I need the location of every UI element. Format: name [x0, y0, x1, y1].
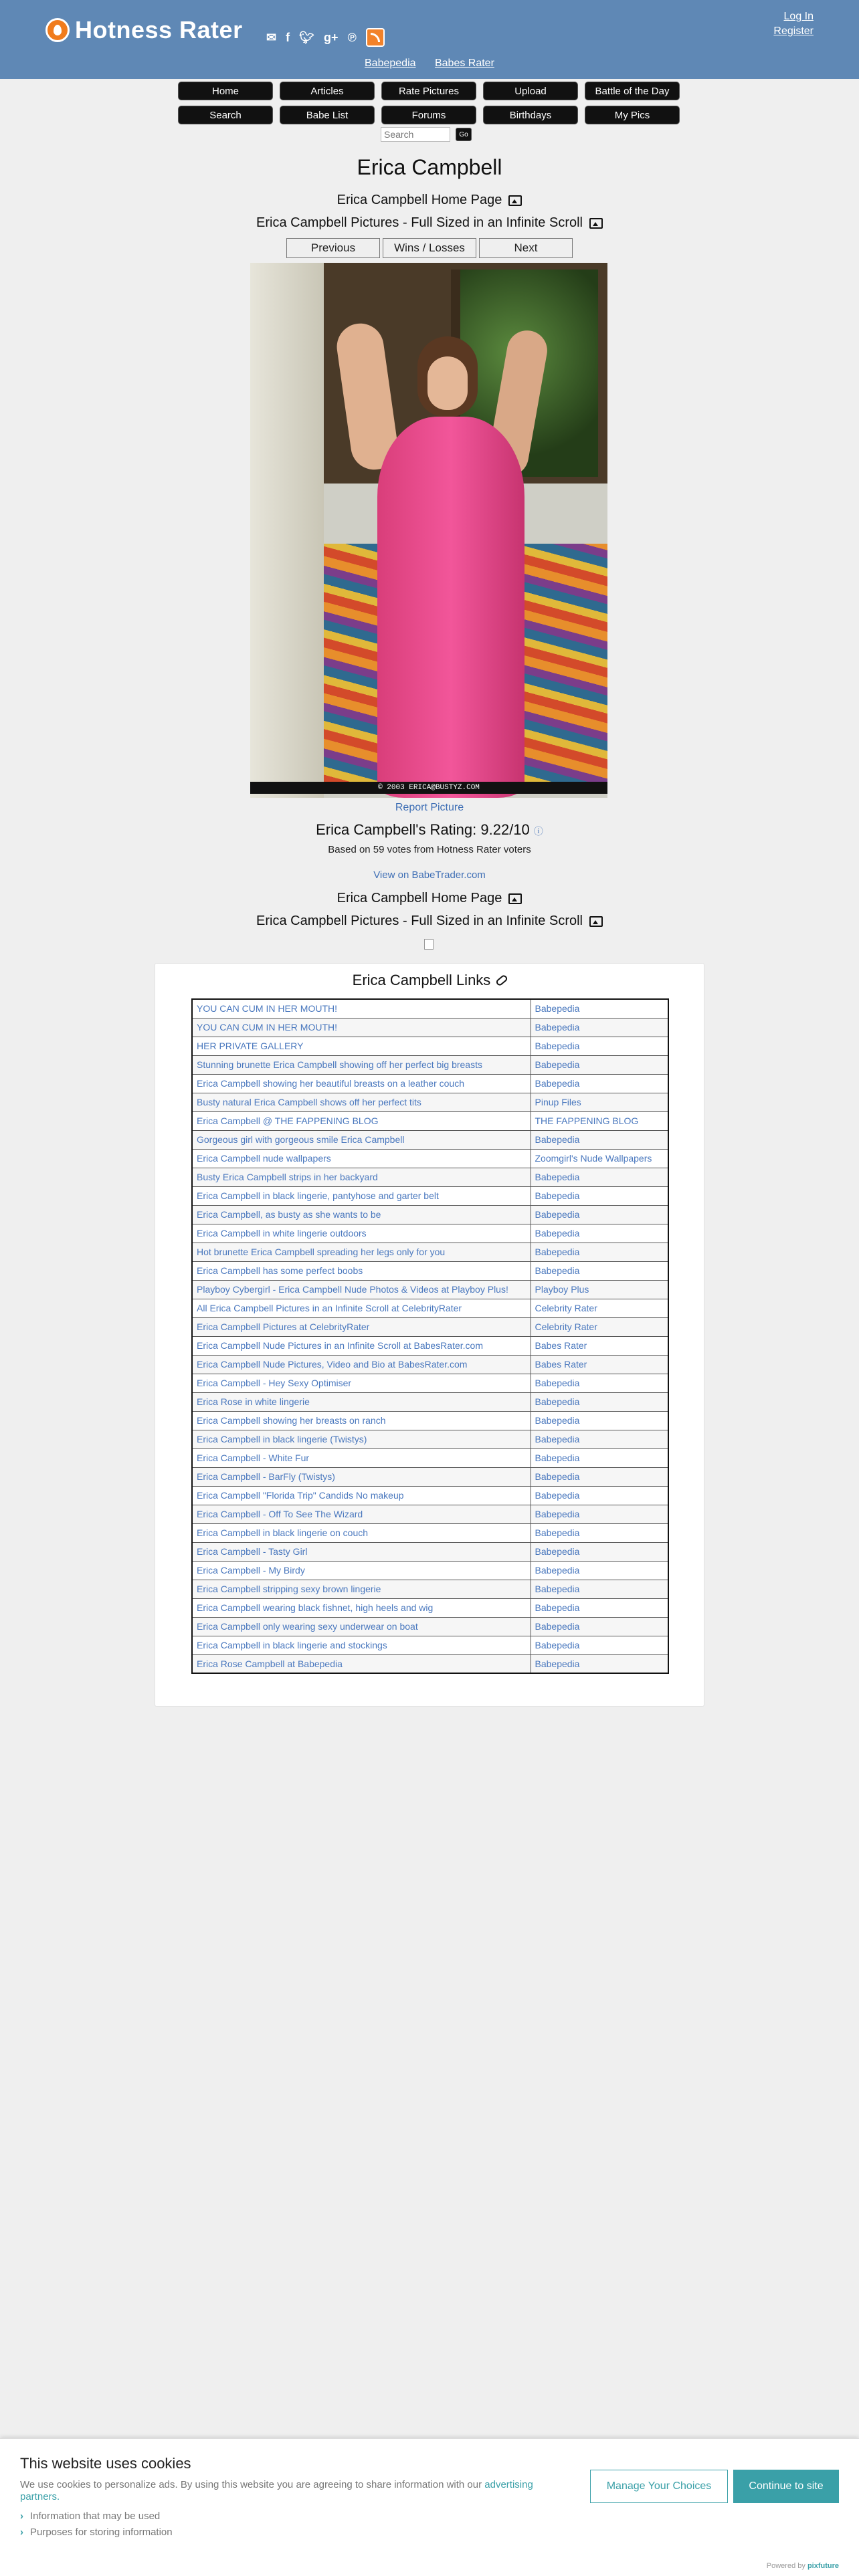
table-row: [192, 1111, 668, 1130]
cookie-text: We use cookies to personalize ads. By using this website you are agreeing to share information with our advertising partners.: [20, 2479, 533, 2502]
facebook-icon[interactable]: f: [286, 30, 290, 44]
google-plus-icon[interactable]: g+: [323, 30, 339, 44]
link-source[interactable]: Zoomgirl's Nude Wallpapers: [535, 1153, 652, 1164]
link-title[interactable]: Stunning brunette Erica Campbell showing off her perfect big breasts: [197, 1059, 482, 1070]
infinite-scroll-link-label: Erica Campbell Pictures - Full Sized in an Infinite Scroll: [256, 215, 583, 230]
link-source[interactable]: Playboy Plus: [535, 1284, 589, 1295]
link-title[interactable]: Busty natural Erica Campbell shows off her perfect tits: [197, 1097, 421, 1107]
link-source[interactable]: Babepedia: [535, 1490, 580, 1501]
link-source[interactable]: Babepedia: [535, 1190, 580, 1201]
link-title[interactable]: Erica Campbell in black lingerie on couch: [197, 1527, 369, 1538]
link-title[interactable]: Erica Campbell - Hey Sexy Optimiser: [197, 1378, 352, 1388]
link-title[interactable]: Erica Rose Campbell at Babepedia: [197, 1658, 343, 1669]
link-source[interactable]: Babepedia: [535, 1415, 580, 1426]
link-title[interactable]: Erica Campbell in white lingerie outdoors: [197, 1228, 367, 1239]
link-title[interactable]: Erica Campbell Nude Pictures in an Infinite Scroll at BabesRater.com: [197, 1340, 483, 1351]
infinite-scroll-link[interactable]: [0, 215, 859, 231]
pixfuture-logo: pixfuture: [807, 2562, 839, 2570]
table-row: [192, 1336, 668, 1355]
table-row: [192, 1074, 668, 1093]
link-source[interactable]: Babepedia: [535, 1059, 580, 1070]
link-title[interactable]: Erica Campbell only wearing sexy underwear on boat: [197, 1621, 418, 1632]
nav-search[interactable]: Search: [178, 106, 273, 124]
link-title[interactable]: Erica Campbell @ THE FAPPENING BLOG: [197, 1115, 379, 1126]
link-title[interactable]: Erica Campbell, as busty as she wants to be: [197, 1209, 381, 1220]
table-row: [192, 1149, 668, 1168]
link-source[interactable]: Babepedia: [535, 1584, 580, 1594]
link-title[interactable]: Erica Campbell showing her beautiful breasts on a leather couch: [197, 1078, 465, 1089]
table-row: [192, 1392, 668, 1411]
link-title[interactable]: Erica Campbell - My Birdy: [197, 1565, 305, 1576]
link-title[interactable]: Erica Campbell - Off To See The Wizard: [197, 1509, 363, 1519]
image-icon: [589, 916, 603, 927]
flame-icon: [45, 18, 70, 42]
link-source[interactable]: Babepedia: [535, 1565, 580, 1576]
nav-articles[interactable]: Articles: [280, 82, 375, 100]
email-icon[interactable]: ✉: [266, 30, 277, 44]
link-source[interactable]: Babepedia: [535, 1640, 580, 1650]
link-source[interactable]: Pinup Files: [535, 1097, 581, 1107]
table-row: [192, 1130, 668, 1149]
cookie-purposes: [20, 2508, 173, 2541]
rss-icon[interactable]: [366, 28, 385, 47]
search-go-button[interactable]: Go: [456, 128, 472, 141]
image-icon: [508, 195, 522, 206]
nav-upload[interactable]: Upload: [483, 82, 578, 100]
table-row: [192, 1505, 668, 1523]
main-photo[interactable]: [250, 263, 607, 798]
link-title[interactable]: Erica Campbell nude wallpapers: [197, 1153, 331, 1164]
link-title[interactable]: Erica Campbell Pictures at CelebrityRater: [197, 1321, 370, 1332]
table-row: [192, 1317, 668, 1336]
link-source[interactable]: Celebrity Rater: [535, 1303, 597, 1313]
link-title[interactable]: Erica Campbell "Florida Trip" Candids No makeup: [197, 1490, 404, 1501]
rating-value: Erica Campbell's Rating: 9.22/10: [316, 821, 530, 838]
table-row: [192, 1261, 668, 1280]
link-icon: [495, 974, 508, 986]
report-picture-link[interactable]: Report Picture: [395, 802, 464, 813]
link-title[interactable]: Erica Campbell showing her breasts on ranch: [197, 1415, 386, 1426]
links-panel: [155, 963, 704, 1707]
table-row: [192, 1617, 668, 1636]
search-input[interactable]: [381, 127, 450, 142]
babepedia-link[interactable]: Babepedia: [365, 58, 416, 69]
previous-button[interactable]: Previous: [286, 238, 380, 258]
link-title[interactable]: Erica Campbell Nude Pictures, Video and Bio at BabesRater.com: [197, 1359, 468, 1370]
site-logo[interactable]: [45, 16, 243, 44]
twitter-icon[interactable]: 🐦︎: [299, 30, 314, 44]
social-icons: [266, 28, 385, 47]
link-source[interactable]: Babepedia: [535, 1471, 580, 1482]
table-row: [192, 1411, 668, 1430]
home-page-link-label: Erica Campbell Home Page: [337, 891, 502, 905]
next-button[interactable]: Next: [479, 238, 573, 258]
logo-text: Hotness Rater: [75, 16, 243, 43]
link-title[interactable]: Busty Erica Campbell strips in her backyard: [197, 1172, 378, 1182]
photo-caption: © 2003 ERICA@BUSTYZ.COM: [250, 782, 607, 794]
link-source[interactable]: Babepedia: [535, 1658, 580, 1669]
link-source[interactable]: Babepedia: [535, 1527, 580, 1538]
advertising-partners-link[interactable]: advertising partners.: [20, 2479, 533, 2502]
broken-image-icon: [424, 939, 434, 950]
table-row: [192, 1486, 668, 1505]
nav-babe-list[interactable]: Babe List: [280, 106, 375, 124]
link-source[interactable]: Babepedia: [535, 1209, 580, 1220]
link-source[interactable]: Babepedia: [535, 1022, 580, 1033]
home-page-link-2[interactable]: [0, 891, 859, 906]
nav-home[interactable]: Home: [178, 82, 273, 100]
table-row: [192, 1355, 668, 1374]
link-source[interactable]: Babepedia: [535, 1509, 580, 1519]
image-icon: [508, 893, 522, 904]
link-source[interactable]: Babepedia: [535, 1396, 580, 1407]
link-source[interactable]: Celebrity Rater: [535, 1321, 597, 1332]
cookie-title: This website uses cookies: [20, 2455, 191, 2472]
babes-rater-link[interactable]: Babes Rater: [434, 58, 494, 69]
table-row: [192, 1448, 668, 1467]
link-source[interactable]: THE FAPPENING BLOG: [535, 1115, 639, 1126]
table-row: [192, 1205, 668, 1224]
table-row: [192, 999, 668, 1018]
link-source[interactable]: Babepedia: [535, 1621, 580, 1632]
login-link[interactable]: Log In: [783, 11, 814, 22]
table-row: [192, 1580, 668, 1598]
link-title[interactable]: Erica Campbell wearing black fishnet, high heels and wig: [197, 1602, 434, 1613]
link-source[interactable]: Babepedia: [535, 1546, 580, 1557]
pinterest-icon[interactable]: ℗: [347, 30, 357, 44]
link-source[interactable]: Babepedia: [535, 1453, 580, 1463]
table-row: [192, 1093, 668, 1111]
table-row: [192, 1037, 668, 1055]
rating-text: [0, 821, 859, 839]
link-title[interactable]: Erica Campbell in black lingerie (Twistys): [197, 1434, 367, 1444]
purpose-storing[interactable]: › Purposes for storing information: [20, 2525, 173, 2541]
link-source[interactable]: Babepedia: [535, 1041, 580, 1051]
link-source[interactable]: Babepedia: [535, 1134, 580, 1145]
nav-birthdays[interactable]: Birthdays: [483, 106, 578, 124]
table-row: [192, 1561, 668, 1580]
link-source[interactable]: Babepedia: [535, 1434, 580, 1444]
link-source[interactable]: Babepedia: [535, 1265, 580, 1276]
link-source[interactable]: Babepedia: [535, 1247, 580, 1257]
nav-my-pics[interactable]: My Pics: [585, 106, 680, 124]
powered-by: Powered by pixfuture: [766, 2562, 839, 2570]
home-page-link[interactable]: [0, 193, 859, 208]
link-title[interactable]: Erica Campbell in black lingerie, pantyhose and garter belt: [197, 1190, 439, 1201]
table-row: [192, 1598, 668, 1617]
header-links: [365, 58, 510, 70]
table-row: [192, 1299, 668, 1317]
table-row: [192, 1243, 668, 1261]
table-row: [192, 1055, 668, 1074]
link-source[interactable]: Babepedia: [535, 1172, 580, 1182]
babetrader-link[interactable]: View on BabeTrader.com: [373, 869, 486, 881]
link-title[interactable]: YOU CAN CUM IN HER MOUTH!: [197, 1003, 337, 1014]
link-title[interactable]: Erica Rose in white lingerie: [197, 1396, 310, 1407]
table-row: [192, 1018, 668, 1037]
link-title[interactable]: Hot brunette Erica Campbell spreading her legs only for you: [197, 1247, 446, 1257]
table-row: [192, 1430, 668, 1448]
link-title[interactable]: HER PRIVATE GALLERY: [197, 1041, 304, 1051]
nav-forums[interactable]: Forums: [381, 106, 476, 124]
pager: [286, 238, 573, 258]
table-row: [192, 1654, 668, 1673]
link-title[interactable]: Playboy Cybergirl - Erica Campbell Nude Photos & Videos at Playboy Plus!: [197, 1284, 508, 1295]
page-title: Erica Campbell: [357, 155, 502, 179]
auth-links: [773, 9, 814, 39]
manage-choices-button[interactable]: Manage Your Choices: [590, 2470, 728, 2503]
link-title[interactable]: YOU CAN CUM IN HER MOUTH!: [197, 1022, 337, 1033]
link-source[interactable]: Babes Rater: [535, 1340, 587, 1351]
table-row: [192, 1542, 668, 1561]
infinite-scroll-link-2[interactable]: [0, 914, 859, 929]
table-row: [192, 1168, 668, 1186]
link-source[interactable]: Babepedia: [535, 1003, 580, 1014]
table-row: [192, 1636, 668, 1654]
site-header: [0, 0, 859, 79]
cookie-banner: [0, 2438, 859, 2576]
purpose-information[interactable]: › Information that may be used: [20, 2508, 173, 2525]
table-row: [192, 1523, 668, 1542]
link-title[interactable]: Erica Campbell has some perfect boobs: [197, 1265, 363, 1276]
table-row: [192, 1224, 668, 1243]
table-row: [192, 1374, 668, 1392]
image-icon: [589, 218, 603, 229]
table-row: [192, 1186, 668, 1205]
link-source[interactable]: Babes Rater: [535, 1359, 587, 1370]
wins-losses-button[interactable]: Wins / Losses: [383, 238, 476, 258]
link-title[interactable]: Gorgeous girl with gorgeous smile Erica Campbell: [197, 1134, 405, 1145]
link-title[interactable]: Erica Campbell - Tasty Girl: [197, 1546, 308, 1557]
main-nav: [178, 82, 680, 124]
links-table: [191, 998, 669, 1674]
link-title[interactable]: All Erica Campbell Pictures in an Infinite Scroll at CelebrityRater: [197, 1303, 462, 1313]
link-title[interactable]: Erica Campbell - BarFly (Twistys): [197, 1471, 335, 1482]
nav-rate-pictures[interactable]: Rate Pictures: [381, 82, 476, 100]
link-source[interactable]: Babepedia: [535, 1228, 580, 1239]
info-icon[interactable]: ⓘ: [533, 826, 543, 837]
table-row: [192, 1467, 668, 1486]
link-source[interactable]: Babepedia: [535, 1078, 580, 1089]
nav-battle-of-the-day[interactable]: Battle of the Day: [585, 82, 680, 100]
votes-text: Based on 59 votes from Hotness Rater voters: [328, 844, 531, 855]
continue-button[interactable]: Continue to site: [733, 2470, 839, 2503]
link-source[interactable]: Babepedia: [535, 1378, 580, 1388]
link-title[interactable]: Erica Campbell stripping sexy brown lingerie: [197, 1584, 381, 1594]
search-form: [381, 127, 472, 142]
link-title[interactable]: Erica Campbell - White Fur: [197, 1453, 310, 1463]
link-title[interactable]: Erica Campbell in black lingerie and stockings: [197, 1640, 387, 1650]
link-source[interactable]: Babepedia: [535, 1602, 580, 1613]
home-page-link-label: Erica Campbell Home Page: [337, 193, 502, 207]
register-link[interactable]: Register: [773, 25, 814, 37]
table-row: [192, 1280, 668, 1299]
links-panel-title: Erica Campbell Links: [155, 972, 705, 989]
infinite-scroll-link-label: Erica Campbell Pictures - Full Sized in an Infinite Scroll: [256, 914, 583, 928]
